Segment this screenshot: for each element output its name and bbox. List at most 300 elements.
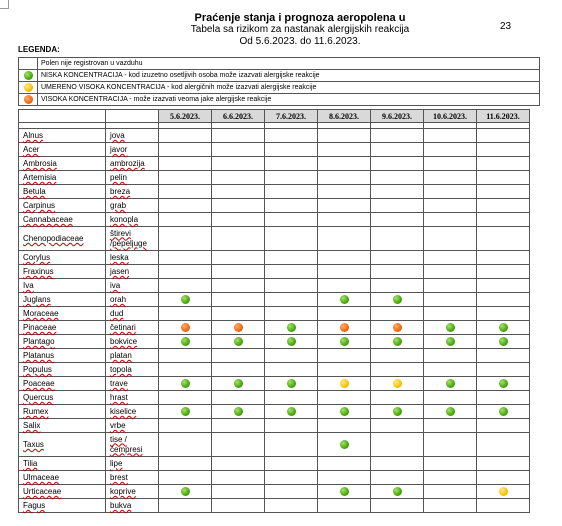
table-row [19,433,530,457]
table-row [19,157,530,171]
risk-cell [265,471,318,485]
risk-cell [318,363,371,377]
risk-cell [212,251,265,265]
risk-cell [212,213,265,227]
risk-cell [424,227,477,251]
date-header: 10.6.2023. [424,110,477,123]
green-dot-icon [287,379,296,388]
date-header: 6.6.2023. [212,110,265,123]
header-blank-cell [19,110,106,123]
risk-cell [318,499,371,513]
green-dot-icon [340,295,349,304]
plant-local-name: ambrozija [106,157,159,171]
table-row [19,307,530,321]
yellow-dot-icon [393,379,402,388]
risk-cell [371,185,424,199]
plant-latin-name: Poaceae [19,377,106,391]
plant-latin-name: Fagus [19,499,106,513]
risk-cell [265,499,318,513]
risk-cell [424,129,477,143]
risk-cell [265,227,318,251]
table-row [19,143,530,157]
risk-cell [424,335,477,349]
risk-cell [371,363,424,377]
plant-latin-name: Salix [19,419,106,433]
risk-cell [212,391,265,405]
orange-dot-icon [393,323,402,332]
green-dot-icon [446,337,455,346]
risk-cell [212,293,265,307]
risk-cell [424,377,477,391]
table-row [19,171,530,185]
risk-cell [477,419,530,433]
table-row [19,293,530,307]
risk-cell [159,129,212,143]
plant-latin-name: Betula [19,185,106,199]
risk-cell [424,485,477,499]
risk-cell [318,419,371,433]
risk-cell [371,377,424,391]
risk-cell [159,213,212,227]
risk-cell [212,129,265,143]
legend-icon-cell [19,82,38,94]
risk-cell [477,405,530,419]
plant-latin-name: Acer [19,143,106,157]
risk-cell [477,265,530,279]
plant-local-name: breza [106,185,159,199]
table-row [19,199,530,213]
risk-cell [477,433,530,457]
date-header: 11.6.2023. [477,110,530,123]
risk-cell [371,143,424,157]
risk-cell [159,419,212,433]
risk-cell [318,279,371,293]
risk-cell [318,321,371,335]
legend-icon-cell [19,58,38,70]
plant-local-name: leska [106,251,159,265]
table-row [19,185,530,199]
risk-cell [265,335,318,349]
plant-latin-name: Fraxinus [19,265,106,279]
risk-cell [265,279,318,293]
risk-cell [159,307,212,321]
risk-cell [212,143,265,157]
risk-cell [212,419,265,433]
date-header: 5.6.2023. [159,110,212,123]
plant-latin-name: Ulmaceae [19,471,106,485]
plant-latin-name: Platanus [19,349,106,363]
risk-cell [477,157,530,171]
plant-local-name: jova [106,129,159,143]
plant-local-name: lipe [106,457,159,471]
plant-latin-name: Corylus [19,251,106,265]
page-number: 23 [500,21,512,32]
risk-cell [477,349,530,363]
orange-dot-icon [234,323,243,332]
risk-cell [424,419,477,433]
risk-cell [424,499,477,513]
plant-latin-name: Taxus [19,433,106,457]
risk-cell [159,185,212,199]
risk-cell [477,171,530,185]
green-dot-icon [393,337,402,346]
risk-cell [265,321,318,335]
risk-cell [265,199,318,213]
risk-cell [371,405,424,419]
plant-latin-name: Moraceae [19,307,106,321]
risk-cell [159,433,212,457]
risk-cell [371,265,424,279]
plant-local-name: pelin [106,171,159,185]
plant-latin-name: Cannabaceae [19,213,106,227]
table-row [19,363,530,377]
risk-cell [212,171,265,185]
legend-title: LEGENDA: [18,45,60,54]
legend-text: UMERENO VISOKA KONCENTRACIJA - kod alergičnih može izazvati alergijske reakcije [38,82,540,94]
risk-cell [159,335,212,349]
risk-cell [318,265,371,279]
plant-local-name: bukva [106,499,159,513]
plant-local-name: grab [106,199,159,213]
risk-cell [318,433,371,457]
green-dot-icon [287,407,296,416]
risk-cell [212,335,265,349]
risk-cell [477,457,530,471]
plant-local-name: kiselice [106,405,159,419]
table-row [19,377,530,391]
risk-cell [424,471,477,485]
risk-cell [318,335,371,349]
plant-local-name: četinari [106,321,159,335]
risk-cell [424,143,477,157]
risk-cell [265,377,318,391]
risk-cell [371,471,424,485]
risk-cell [477,307,530,321]
green-dot-icon [181,379,190,388]
risk-cell [159,457,212,471]
table-row [19,349,530,363]
risk-cell [159,143,212,157]
risk-cell [371,227,424,251]
green-dot-icon [340,337,349,346]
risk-cell [477,293,530,307]
risk-cell [212,405,265,419]
risk-cell [318,293,371,307]
table-row [19,213,530,227]
risk-cell [371,251,424,265]
plant-local-name: vrbe [106,419,159,433]
risk-cell [212,265,265,279]
risk-cell [477,321,530,335]
plant-latin-name: Alnus [19,129,106,143]
risk-cell [265,213,318,227]
risk-cell [265,171,318,185]
risk-cell [477,485,530,499]
risk-cell [371,419,424,433]
plant-latin-name: Rumex [19,405,106,419]
green-dot-icon [499,323,508,332]
table-row [19,335,530,349]
risk-cell [318,185,371,199]
risk-cell [318,157,371,171]
risk-cell [159,171,212,185]
risk-cell [159,227,212,251]
risk-cell [265,251,318,265]
green-dot-icon [446,323,455,332]
green-dot-icon [340,487,349,496]
plant-latin-name: Plantago [19,335,106,349]
risk-cell [159,293,212,307]
risk-cell [265,485,318,499]
green-dot-icon [181,337,190,346]
risk-cell [477,391,530,405]
green-dot-icon [234,407,243,416]
plant-local-name: trave [106,377,159,391]
yellow-dot-icon [340,379,349,388]
risk-cell [159,321,212,335]
legend-row [19,94,540,106]
table-row [19,391,530,405]
legend-row [19,58,540,70]
green-dot-icon [393,487,402,496]
risk-cell [212,433,265,457]
table-row [19,265,530,279]
risk-cell [318,405,371,419]
table-row [19,419,530,433]
risk-cell [159,405,212,419]
plant-latin-name: Urticaceae [19,485,106,499]
table-row [19,227,530,251]
date-range: Od 5.6.2023. do 11.6.2023. [239,36,361,47]
plant-latin-name: Chenopodiaceae [19,227,106,251]
table-row [19,485,530,499]
table-row [19,499,530,513]
risk-cell [424,307,477,321]
table-row [19,279,530,293]
risk-cell [265,419,318,433]
risk-cell [371,391,424,405]
risk-cell [424,171,477,185]
legend-row [19,82,540,94]
plant-latin-name: Pinaceae [19,321,106,335]
plant-local-name: bokvice [106,335,159,349]
green-dot-icon [340,440,349,449]
risk-cell [318,391,371,405]
green-dot-icon [287,323,296,332]
risk-cell [212,471,265,485]
risk-cell [212,499,265,513]
plant-latin-name: Artemisia [19,171,106,185]
risk-cell [265,457,318,471]
green-dot-icon [181,487,190,496]
risk-cell [318,199,371,213]
risk-cell [318,307,371,321]
risk-cell [424,251,477,265]
orange-dot-icon [24,95,33,104]
risk-cell [424,265,477,279]
table-row [19,251,530,265]
pollen-risk-table [18,109,530,513]
green-dot-icon [446,379,455,388]
risk-cell [477,251,530,265]
risk-cell [424,391,477,405]
risk-cell [477,335,530,349]
plant-latin-name: Iva [19,279,106,293]
risk-cell [265,157,318,171]
risk-cell [477,227,530,251]
green-dot-icon [181,295,190,304]
risk-cell [265,293,318,307]
risk-cell [477,185,530,199]
risk-cell [318,377,371,391]
risk-cell [159,349,212,363]
risk-cell [318,171,371,185]
risk-cell [318,471,371,485]
green-dot-icon [499,337,508,346]
risk-cell [371,335,424,349]
plant-latin-name: Juglans [19,293,106,307]
risk-cell [371,129,424,143]
risk-cell [212,157,265,171]
risk-cell [265,143,318,157]
risk-cell [371,293,424,307]
green-dot-icon [393,295,402,304]
plant-local-name: javor [106,143,159,157]
plant-local-name: platan [106,349,159,363]
legend-icon-cell [19,94,38,106]
date-header-row [19,110,530,123]
table-row [19,129,530,143]
risk-cell [424,433,477,457]
risk-cell [477,363,530,377]
risk-cell [477,471,530,485]
risk-cell [265,391,318,405]
risk-cell [371,349,424,363]
green-dot-icon [340,407,349,416]
plant-latin-name: Quercus [19,391,106,405]
page-corner-mark [0,0,9,9]
legend-row [19,70,540,82]
plant-local-name: dud [106,307,159,321]
table-row [19,321,530,335]
risk-cell [318,349,371,363]
risk-cell [318,457,371,471]
risk-cell [371,457,424,471]
risk-cell [159,391,212,405]
risk-cell [159,157,212,171]
plant-latin-name: Ambrosia [19,157,106,171]
page-title: Praćenje stanja i prognoza aeropolena u [194,12,406,24]
plant-local-name: štirevi /pepeljuge [106,227,159,251]
risk-cell [212,279,265,293]
risk-cell [424,279,477,293]
green-dot-icon [393,407,402,416]
risk-cell [159,279,212,293]
risk-cell [318,129,371,143]
risk-cell [371,499,424,513]
risk-cell [477,143,530,157]
risk-cell [424,199,477,213]
risk-cell [265,405,318,419]
table-row [19,405,530,419]
risk-cell [477,129,530,143]
legend-text: NISKA KONCENTRACIJA - kod izuzetno osetljivih osoba može izazvati alergijske reakcije [38,70,540,82]
risk-cell [371,321,424,335]
plant-local-name: orah [106,293,159,307]
risk-cell [212,349,265,363]
risk-cell [371,307,424,321]
risk-cell [265,129,318,143]
risk-cell [212,377,265,391]
risk-cell [212,199,265,213]
risk-cell [159,251,212,265]
risk-cell [318,213,371,227]
risk-cell [159,265,212,279]
risk-cell [159,471,212,485]
risk-cell [477,377,530,391]
table-row [19,457,530,471]
risk-cell [424,321,477,335]
risk-cell [424,363,477,377]
risk-cell [371,485,424,499]
risk-cell [371,433,424,457]
plant-local-name: tise / čempresi [106,433,159,457]
risk-cell [318,251,371,265]
green-dot-icon [287,337,296,346]
risk-cell [265,349,318,363]
risk-cell [265,433,318,457]
green-dot-icon [24,71,33,80]
risk-cell [477,499,530,513]
plant-local-name: hrast [106,391,159,405]
plant-local-name: brest [106,471,159,485]
risk-cell [212,227,265,251]
risk-cell [424,185,477,199]
green-dot-icon [181,407,190,416]
risk-cell [159,199,212,213]
risk-cell [318,143,371,157]
header-blank-cell [106,110,159,123]
risk-cell [159,499,212,513]
date-header: 8.6.2023. [318,110,371,123]
plant-local-name: jasen [106,265,159,279]
risk-cell [371,171,424,185]
risk-cell [371,199,424,213]
risk-cell [212,457,265,471]
risk-cell [424,349,477,363]
table-row [19,471,530,485]
risk-cell [212,363,265,377]
risk-cell [424,213,477,227]
plant-local-name: iva [106,279,159,293]
risk-cell [477,213,530,227]
risk-cell [477,199,530,213]
risk-cell [159,363,212,377]
risk-cell [159,377,212,391]
risk-cell [212,307,265,321]
green-dot-icon [499,407,508,416]
plant-latin-name: Populus [19,363,106,377]
plant-local-name: koprive [106,485,159,499]
legend-table [18,57,540,106]
risk-cell [424,293,477,307]
legend-icon-cell [19,70,38,82]
date-header: 9.6.2023. [371,110,424,123]
risk-cell [371,279,424,293]
risk-cell [212,185,265,199]
risk-cell [424,405,477,419]
plant-local-name: konopla [106,213,159,227]
